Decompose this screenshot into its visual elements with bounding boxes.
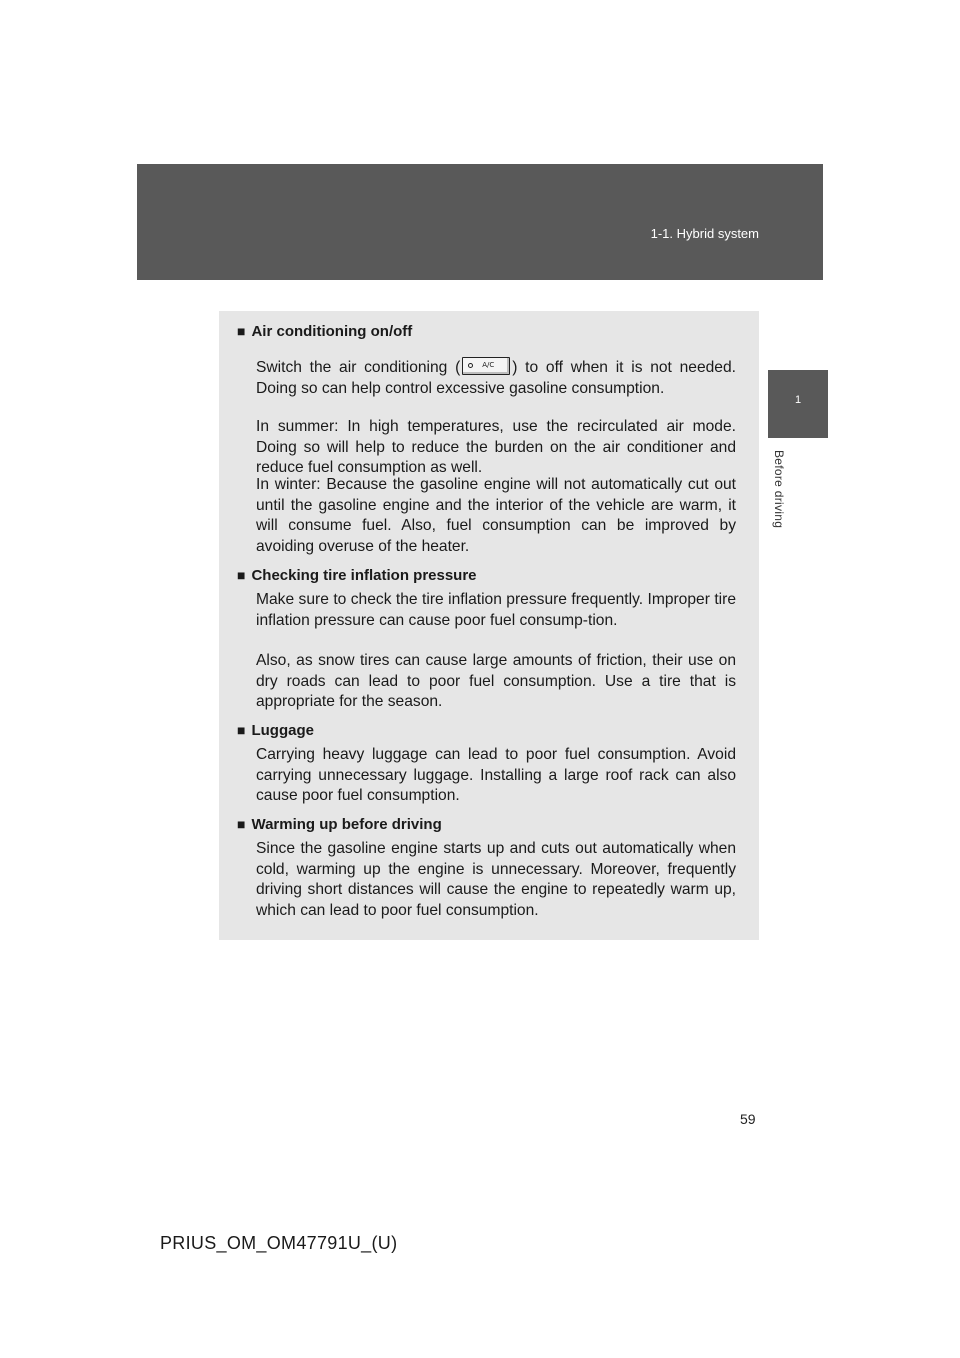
- ac-button-icon: [462, 357, 510, 375]
- info-box: [219, 311, 759, 940]
- page-number: 59: [740, 1111, 756, 1127]
- paragraph: Make sure to check the tire inflation pressure frequently. Improper tire inflation pressure can cause poor fuel consump-tion.: [256, 591, 736, 629]
- paragraph-text: ) to off when it is not needed. Doing so can help control excessive gasoline consumption.: [256, 359, 736, 397]
- ac-icon-label: A/C: [482, 361, 495, 369]
- square-bullet-icon: ■: [237, 816, 246, 832]
- heading-text: Luggage: [251, 722, 314, 739]
- paragraph: Also, as snow tires can cause large amounts of friction, their use on dry roads can lead to poor fuel consumption. Use a tire that is appropriate for the season.: [256, 652, 736, 710]
- section-heading-tire-pressure: [237, 565, 477, 586]
- square-bullet-icon: ■: [237, 722, 246, 738]
- heading-text: Air conditioning on/off: [251, 323, 413, 340]
- paragraph: In summer: In high temperatures, use the recirculated air mode. Doing so will help to reduce the burden on the air conditioner and reduce fuel consumption as well.: [256, 418, 736, 476]
- chapter-tab: [768, 370, 828, 438]
- header-band: [137, 164, 823, 280]
- chapter-label: Before driving: [772, 450, 786, 529]
- chapter-number: 1: [794, 394, 802, 406]
- section-heading-warming-up: [237, 814, 442, 835]
- paragraph-text: Switch the air conditioning (: [256, 359, 461, 376]
- paragraph: In winter: Because the gasoline engine will not automatically cut out until the gasoline engine and the interior of the vehicle are warm, it will consume fuel. Also, fuel consumption can be improved by avoiding overuse of the heater.: [256, 476, 736, 555]
- square-bullet-icon: ■: [237, 567, 246, 583]
- paragraph: [256, 357, 736, 399]
- square-bullet-icon: ■: [237, 323, 246, 339]
- paragraph: Since the gasoline engine starts up and cuts out automatically when cold, warming up the engine is unnecessary. Moreover, frequently driving short distances will cause the engine to repeatedly warm up, which can lead to poor fuel consumption.: [256, 840, 736, 919]
- heading-text: Checking tire inflation pressure: [251, 567, 477, 584]
- section-heading-luggage: [237, 720, 314, 741]
- section-title: 1-1. Hybrid system: [650, 226, 759, 241]
- heading-text: Warming up before driving: [251, 816, 442, 833]
- section-heading-air-conditioning: [237, 321, 412, 342]
- paragraph: Carrying heavy luggage can lead to poor fuel consumption. Avoid carrying unnecessary luggage. Installing a large roof rack can also cause poor fuel consumption.: [256, 746, 736, 804]
- indicator-light-icon: [468, 363, 473, 368]
- document-code: PRIUS_OM_OM47791U_(U): [160, 1233, 398, 1253]
